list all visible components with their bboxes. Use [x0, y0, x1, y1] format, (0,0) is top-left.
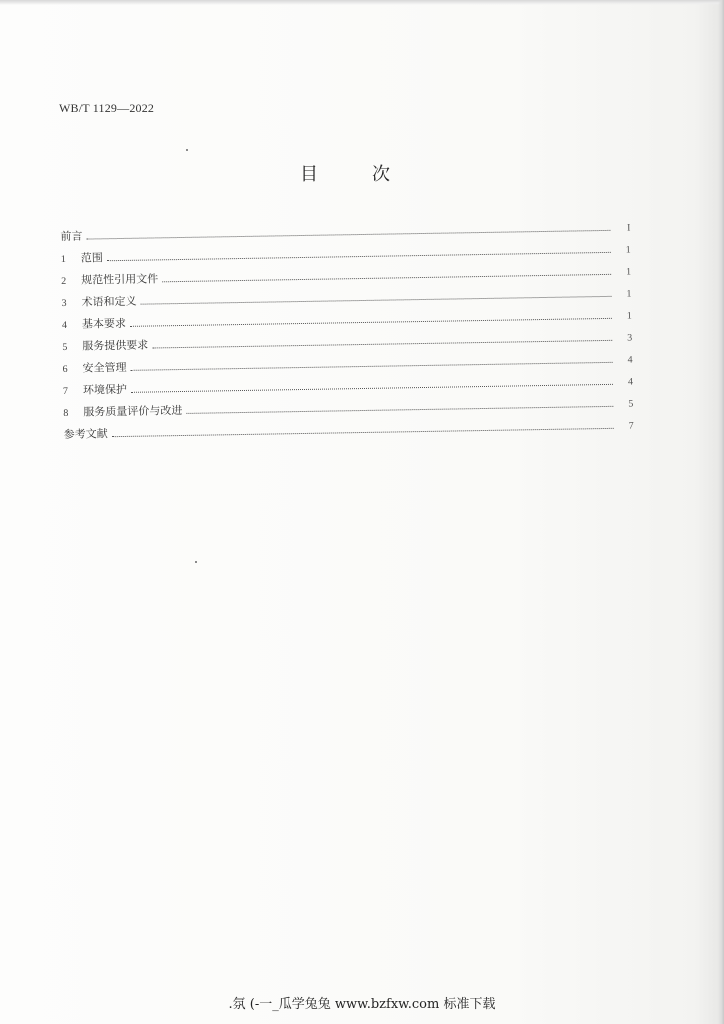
- scan-speck: [195, 561, 197, 563]
- scan-speck: [186, 149, 188, 151]
- toc-entry-page: 1: [626, 266, 632, 278]
- toc-leader-dots: [186, 406, 613, 414]
- table-of-contents: [60, 201, 634, 441]
- toc-entry-label: 参考文献: [63, 427, 108, 441]
- toc-entry-page: I: [626, 222, 631, 234]
- toc-entry-page: 4: [627, 354, 633, 366]
- toc-entry-label: 基本要求: [81, 316, 126, 331]
- toc-entry-safety-management[interactable]: [62, 351, 632, 376]
- toc-entry-scope[interactable]: [61, 241, 631, 266]
- toc-leader-dots: [112, 428, 614, 437]
- toc-entry-number: 7: [62, 385, 69, 397]
- toc-title-part2: 次: [372, 164, 390, 185]
- toc-leader-dots: [131, 362, 613, 371]
- toc-entry-page: 1: [625, 244, 631, 256]
- footer-watermark: .氛 (-一_瓜学兔兔 www.bzfxw.com 标准下载: [228, 997, 496, 1012]
- toc-entry-number: 4: [61, 319, 68, 331]
- toc-entry-quality-evaluation[interactable]: [63, 395, 633, 420]
- toc-leader-dots: [107, 252, 611, 261]
- toc-entry-label: 环境保护: [82, 382, 128, 397]
- toc-entry-page: 7: [628, 420, 634, 432]
- document-code: WB/T 1129—2022: [59, 101, 155, 115]
- toc-entry-number: 1: [60, 253, 66, 265]
- toc-entry-label: 服务质量评价与改进: [83, 404, 183, 419]
- toc-leader-dots: [131, 384, 613, 393]
- toc-entry-page: 1: [626, 288, 632, 300]
- toc-entry-number: 6: [62, 363, 68, 375]
- toc-leader-dots: [152, 340, 612, 349]
- toc-leader-dots: [86, 230, 610, 240]
- toc-entry-label: 范围: [80, 251, 103, 265]
- toc-entry-label: 术语和定义: [81, 294, 137, 309]
- toc-entry-page: 3: [627, 332, 633, 344]
- toc-entry-terms-definitions[interactable]: [61, 285, 631, 310]
- toc-entry-label: 规范性引用文件: [81, 272, 159, 287]
- toc-leader-dots: [141, 296, 612, 305]
- toc-title: [300, 160, 390, 186]
- toc-entry-environmental-protection[interactable]: [63, 373, 633, 398]
- toc-entry-number: 2: [61, 275, 67, 287]
- toc-entry-number: 5: [62, 341, 68, 353]
- toc-entry-bibliography[interactable]: [64, 417, 634, 442]
- toc-title-part1: 目: [300, 164, 318, 185]
- toc-entry-page: 4: [627, 376, 634, 388]
- toc-entry-foreword[interactable]: [60, 219, 630, 244]
- toc-leader-dots: [162, 274, 611, 282]
- toc-entry-label: 服务提供要求: [82, 338, 149, 353]
- toc-entry-number: 8: [63, 407, 69, 419]
- scan-top-edge: [0, 0, 724, 5]
- toc-leader-dots: [130, 318, 612, 327]
- toc-entry-service-provision[interactable]: [62, 329, 632, 354]
- toc-entry-number: 3: [61, 297, 67, 309]
- toc-entry-normative-references[interactable]: [61, 263, 631, 288]
- toc-entry-label: 安全管理: [82, 360, 127, 375]
- toc-entry-label: 前言: [60, 229, 83, 243]
- toc-entry-page: 1: [626, 310, 632, 322]
- toc-entry-basic-requirements[interactable]: [62, 307, 632, 332]
- scan-right-edge: [718, 0, 724, 1024]
- toc-entry-page: 5: [628, 398, 634, 410]
